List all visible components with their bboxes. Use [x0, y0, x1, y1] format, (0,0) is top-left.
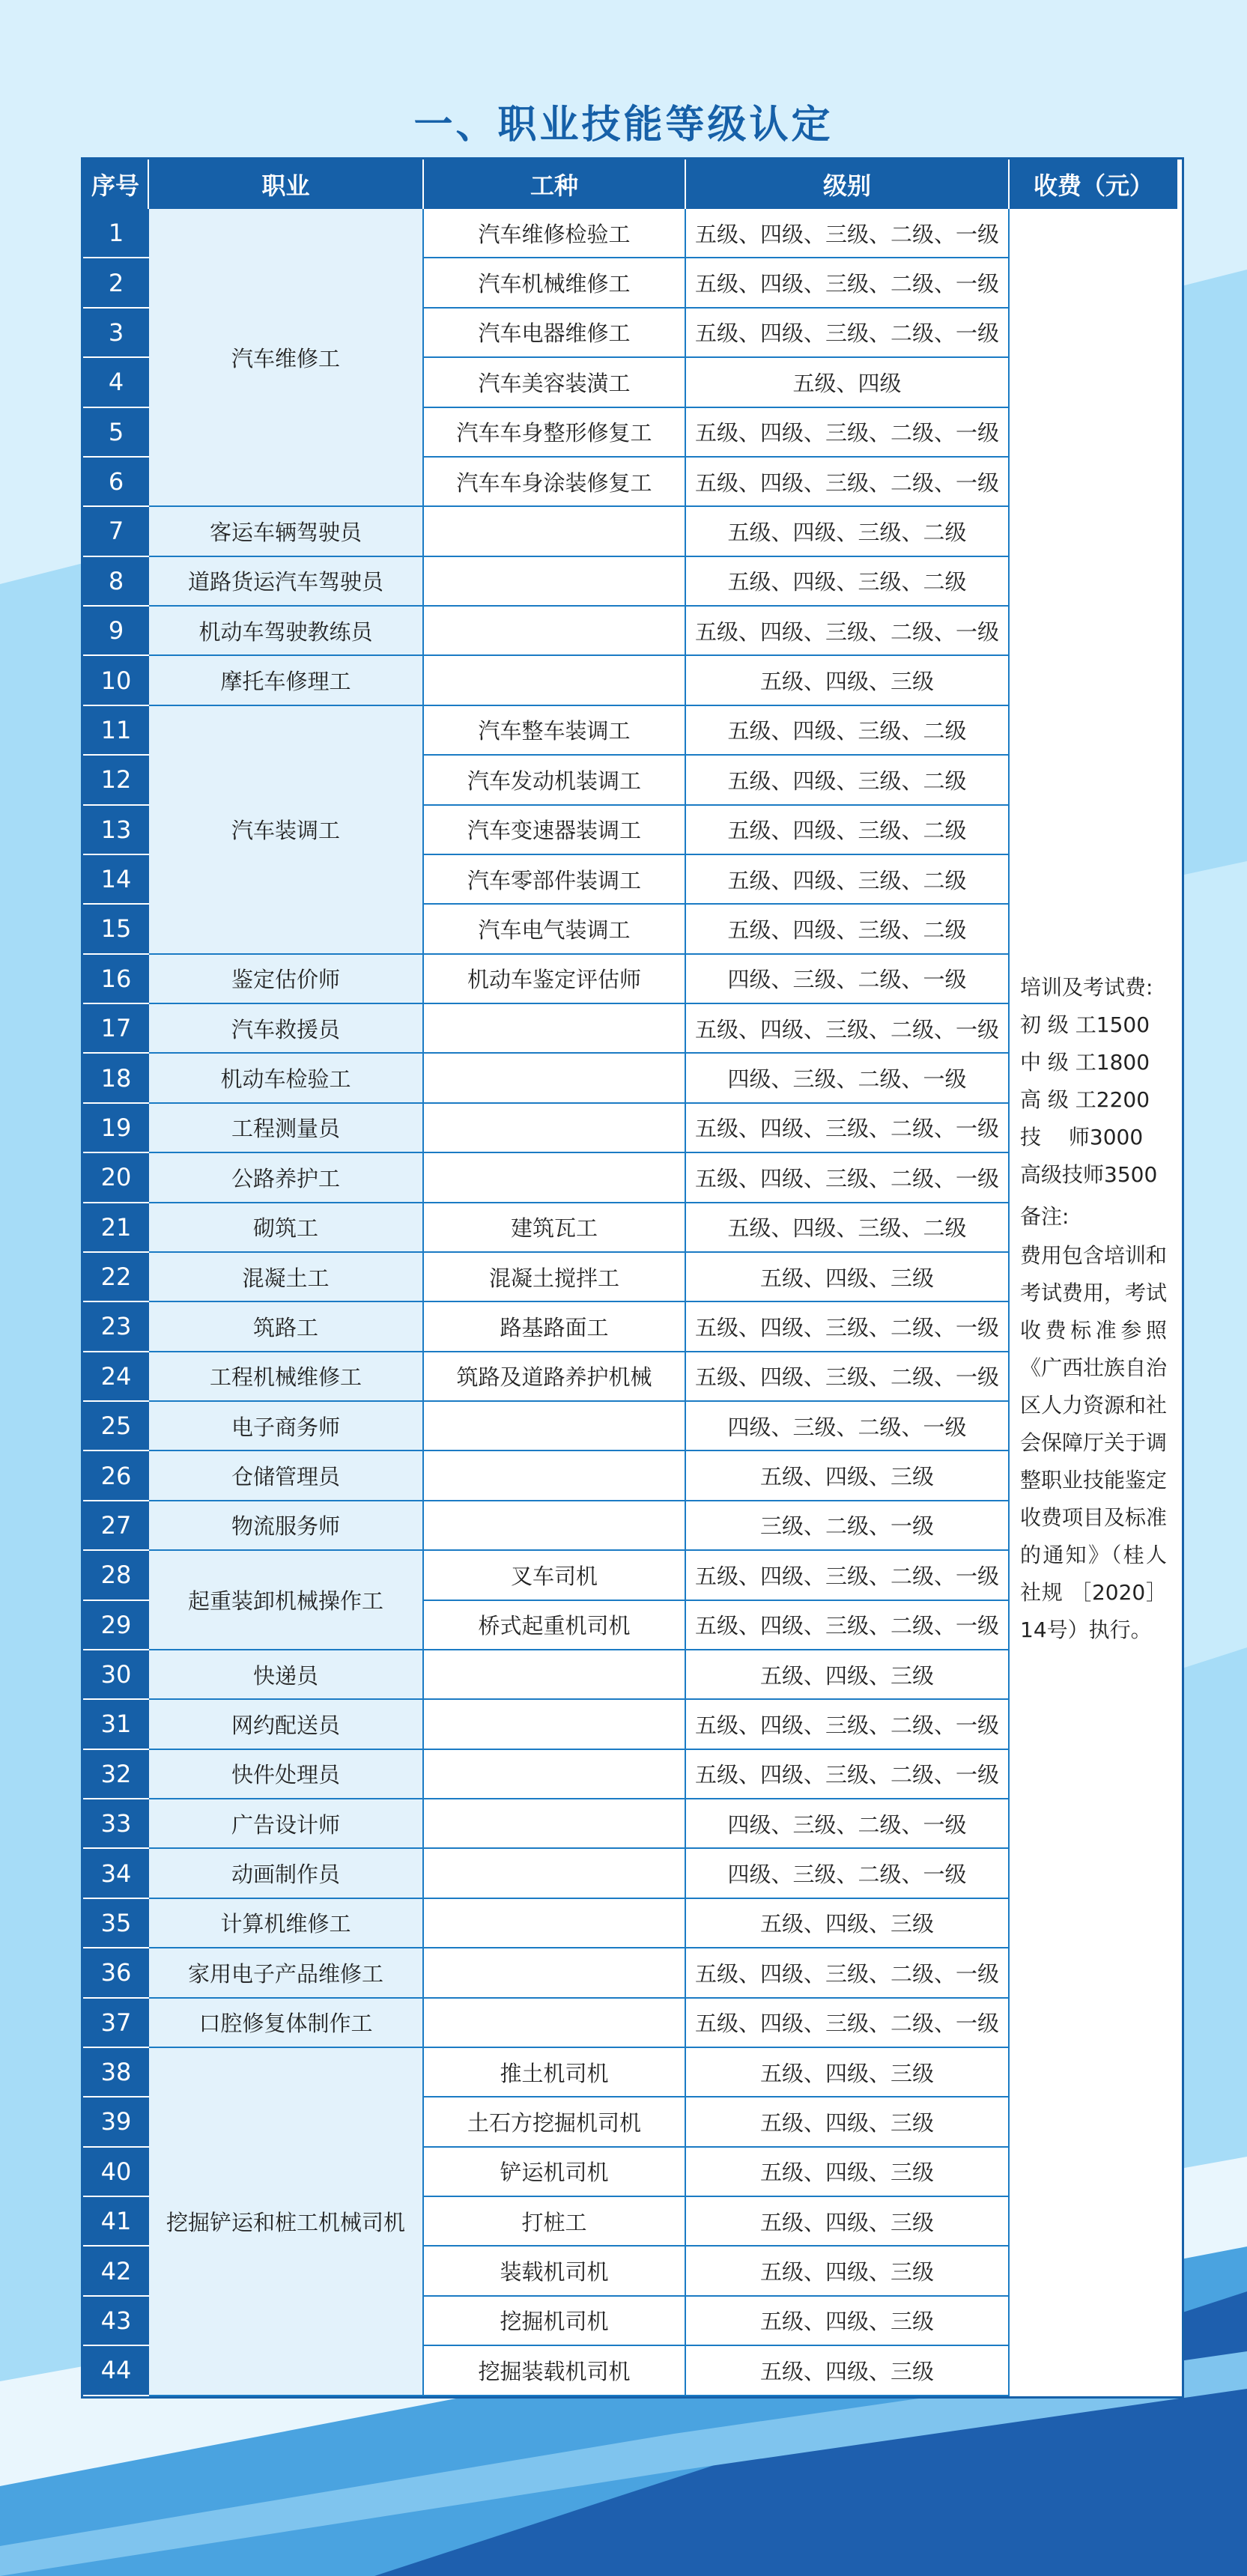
level-cell: 五级、四级、三级、二级、一级 [686, 1104, 1010, 1153]
work-type-cell: 铲运机司机 [424, 2148, 686, 2197]
occupation-cell: 摩托车修理工 [149, 656, 424, 705]
work-type-cell: 叉车司机 [424, 1551, 686, 1600]
work-type-cell: 打桩工 [424, 2197, 686, 2247]
row-index: 26 [83, 1451, 149, 1501]
level-cell: 五级、四级、三级、二级、一级 [686, 458, 1010, 507]
work-type-cell: 汽车车身整形修复工 [424, 408, 686, 458]
row-index: 17 [83, 1004, 149, 1054]
level-cell: 五级、四级、三级、二级、一级 [686, 1153, 1010, 1203]
level-cell: 五级、四级、三级 [686, 2048, 1010, 2097]
occupation-cell: 计算机维修工 [149, 1899, 424, 1948]
work-type-cell [424, 1650, 686, 1700]
row-index: 16 [83, 955, 149, 1004]
row-index: 34 [83, 1849, 149, 1898]
row-index: 32 [83, 1750, 149, 1799]
row-index: 28 [83, 1551, 149, 1600]
work-type-cell [424, 1948, 686, 1998]
header-work-type: 工种 [424, 160, 686, 209]
work-type-cell: 筑路及道路养护机械 [424, 1352, 686, 1402]
level-cell: 五级、四级、三级、二级 [686, 1203, 1010, 1253]
occupation-cell: 网约配送员 [149, 1700, 424, 1749]
row-index: 15 [83, 905, 149, 954]
level-cell: 五级、四级、三级 [686, 2197, 1010, 2247]
occupation-cell: 起重装卸机械操作工 [149, 1551, 424, 1650]
occupation-cell: 机动车检验工 [149, 1054, 424, 1103]
work-type-cell: 汽车发动机装调工 [424, 756, 686, 805]
work-type-cell: 汽车零部件装调工 [424, 855, 686, 905]
work-type-cell: 推土机司机 [424, 2048, 686, 2097]
row-index: 40 [83, 2148, 149, 2197]
row-index: 33 [83, 1799, 149, 1849]
level-cell: 五级、四级、三级、二级 [686, 855, 1010, 905]
row-index: 31 [83, 1700, 149, 1749]
row-index: 10 [83, 656, 149, 705]
level-cell: 五级、四级、三级、二级、一级 [686, 258, 1010, 308]
row-index: 7 [83, 507, 149, 556]
fee-note-label: 备注: [1020, 1204, 1069, 1229]
work-type-cell: 装载机司机 [424, 2247, 686, 2296]
work-type-cell: 路基路面工 [424, 1302, 686, 1352]
work-type-cell: 汽车电器维修工 [424, 309, 686, 358]
level-cell: 五级、四级、三级、二级、一级 [686, 309, 1010, 358]
level-cell: 五级、四级、三级、二级 [686, 557, 1010, 607]
work-type-cell [424, 1004, 686, 1054]
level-cell: 五级、四级、三级、二级 [686, 806, 1010, 855]
work-type-cell: 汽车变速器装调工 [424, 806, 686, 855]
work-type-cell [424, 1501, 686, 1551]
occupation-cell: 家用电子产品维修工 [149, 1948, 424, 1998]
work-type-cell [424, 1451, 686, 1501]
work-type-cell [424, 1849, 686, 1898]
row-index: 20 [83, 1153, 149, 1203]
level-cell: 五级、四级、三级 [686, 1650, 1010, 1700]
level-cell: 五级、四级、三级、二级、一级 [686, 209, 1010, 258]
occupation-cell: 汽车装调工 [149, 706, 424, 955]
level-cell: 五级、四级、三级 [686, 2247, 1010, 2296]
row-index: 3 [83, 309, 149, 358]
level-cell: 五级、四级、三级 [686, 2148, 1010, 2197]
occupation-cell: 仓储管理员 [149, 1451, 424, 1501]
level-cell: 五级、四级、三级、二级、一级 [686, 1948, 1010, 1998]
level-cell: 五级、四级、三级 [686, 2346, 1010, 2396]
level-cell: 五级、四级、三级、二级 [686, 905, 1010, 954]
level-cell: 五级、四级、三级、二级、一级 [686, 1004, 1010, 1054]
level-cell: 五级、四级、三级、二级、一级 [686, 1601, 1010, 1650]
row-index: 8 [83, 557, 149, 607]
level-cell: 五级、四级、三级 [686, 2297, 1010, 2346]
row-index: 23 [83, 1302, 149, 1352]
row-index: 22 [83, 1253, 149, 1302]
occupation-cell: 口腔修复体制作工 [149, 1999, 424, 2048]
row-index: 5 [83, 408, 149, 458]
row-index: 37 [83, 1999, 149, 2048]
occupation-cell: 砌筑工 [149, 1203, 424, 1253]
level-cell: 五级、四级 [686, 358, 1010, 407]
fee-item: 高 级 工2200 [1020, 1087, 1150, 1112]
level-cell: 五级、四级、三级、二级、一级 [686, 1750, 1010, 1799]
level-cell: 五级、四级、三级、二级 [686, 507, 1010, 556]
row-index: 13 [83, 806, 149, 855]
level-cell: 三级、二级、一级 [686, 1501, 1010, 1551]
occupation-cell: 机动车驾驶教练员 [149, 607, 424, 656]
certification-table [81, 157, 1184, 2399]
work-type-cell: 汽车电气装调工 [424, 905, 686, 954]
level-cell: 五级、四级、三级、二级 [686, 756, 1010, 805]
row-index: 14 [83, 855, 149, 905]
work-type-cell [424, 557, 686, 607]
occupation-cell: 快件处理员 [149, 1750, 424, 1799]
work-type-cell [424, 656, 686, 705]
row-index: 27 [83, 1501, 149, 1551]
fee-item: 高级技师3500 [1020, 1162, 1158, 1187]
row-index: 25 [83, 1402, 149, 1451]
work-type-cell: 汽车机械维修工 [424, 258, 686, 308]
work-type-cell [424, 1750, 686, 1799]
work-type-cell [424, 507, 686, 556]
level-cell: 五级、四级、三级、二级、一级 [686, 1302, 1010, 1352]
fee-item: 初 级 工1500 [1020, 1012, 1150, 1037]
level-cell: 五级、四级、三级、二级 [686, 706, 1010, 756]
row-index: 6 [83, 458, 149, 507]
row-index: 19 [83, 1104, 149, 1153]
row-index: 29 [83, 1601, 149, 1650]
work-type-cell: 汽车维修检验工 [424, 209, 686, 258]
work-type-cell [424, 1104, 686, 1153]
level-cell: 四级、三级、二级、一级 [686, 955, 1010, 1004]
work-type-cell [424, 1999, 686, 2048]
row-index: 11 [83, 706, 149, 756]
level-cell: 五级、四级、三级、二级、一级 [686, 1700, 1010, 1749]
fee-heading: 培训及考试费: [1020, 975, 1153, 1000]
row-index: 2 [83, 258, 149, 308]
row-index: 1 [83, 209, 149, 258]
row-index: 9 [83, 607, 149, 656]
work-type-cell [424, 607, 686, 656]
work-type-cell [424, 1899, 686, 1948]
occupation-cell: 汽车维修工 [149, 209, 424, 507]
level-cell: 五级、四级、三级、二级、一级 [686, 607, 1010, 656]
page-title: 一、职业技能等级认定 [413, 103, 834, 148]
work-type-cell [424, 1153, 686, 1203]
occupation-cell: 公路养护工 [149, 1153, 424, 1203]
header-fee: 收费（元） [1010, 160, 1177, 209]
row-index: 39 [83, 2097, 149, 2147]
fee-item: 中 级 工1800 [1020, 1050, 1150, 1075]
row-index: 35 [83, 1899, 149, 1948]
work-type-cell: 桥式起重机司机 [424, 1601, 686, 1650]
row-index: 24 [83, 1352, 149, 1402]
row-index: 43 [83, 2297, 149, 2346]
level-cell: 五级、四级、三级、二级、一级 [686, 1352, 1010, 1402]
work-type-cell: 汽车车身涂装修复工 [424, 458, 686, 507]
level-cell: 五级、四级、三级 [686, 1899, 1010, 1948]
level-cell: 四级、三级、二级、一级 [686, 1402, 1010, 1451]
fee-column [1010, 209, 1177, 2396]
occupation-cell: 汽车救援员 [149, 1004, 424, 1054]
row-index: 21 [83, 1203, 149, 1253]
work-type-cell: 混凝土搅拌工 [424, 1253, 686, 1302]
occupation-cell: 工程测量员 [149, 1104, 424, 1153]
work-type-cell: 挖掘机司机 [424, 2297, 686, 2346]
occupation-cell: 电子商务师 [149, 1402, 424, 1451]
row-index: 4 [83, 358, 149, 407]
row-index: 38 [83, 2048, 149, 2097]
work-type-cell: 汽车整车装调工 [424, 706, 686, 756]
row-index: 41 [83, 2197, 149, 2247]
occupation-cell: 筑路工 [149, 1302, 424, 1352]
level-cell: 五级、四级、三级、二级、一级 [686, 1551, 1010, 1600]
row-index: 44 [83, 2346, 149, 2396]
row-index: 18 [83, 1054, 149, 1103]
level-cell: 四级、三级、二级、一级 [686, 1799, 1010, 1849]
level-cell: 五级、四级、三级 [686, 1451, 1010, 1501]
level-cell: 五级、四级、三级、二级、一级 [686, 408, 1010, 458]
header-level: 级别 [686, 160, 1010, 209]
level-cell: 五级、四级、三级 [686, 1253, 1010, 1302]
work-type-cell [424, 1054, 686, 1103]
level-cell: 五级、四级、三级 [686, 2097, 1010, 2147]
header-index: 序号 [83, 160, 149, 209]
fee-item: 技 师3000 [1020, 1125, 1144, 1149]
level-cell: 五级、四级、三级、二级、一级 [686, 1999, 1010, 2048]
occupation-cell: 客运车辆驾驶员 [149, 507, 424, 556]
row-index: 42 [83, 2247, 149, 2296]
work-type-cell: 建筑瓦工 [424, 1203, 686, 1253]
row-index: 12 [83, 756, 149, 805]
occupation-cell: 挖掘铲运和桩工机械司机 [149, 2048, 424, 2396]
level-cell: 四级、三级、二级、一级 [686, 1054, 1010, 1103]
work-type-cell [424, 1799, 686, 1849]
work-type-cell: 汽车美容装潢工 [424, 358, 686, 407]
occupation-cell: 工程机械维修工 [149, 1352, 424, 1402]
occupation-cell: 物流服务师 [149, 1501, 424, 1551]
occupation-cell: 道路货运汽车驾驶员 [149, 557, 424, 607]
level-cell: 四级、三级、二级、一级 [686, 1849, 1010, 1898]
occupation-cell: 广告设计师 [149, 1799, 424, 1849]
row-index: 30 [83, 1650, 149, 1700]
work-type-cell [424, 1700, 686, 1749]
header-occupation: 职业 [149, 160, 424, 209]
work-type-cell: 挖掘装载机司机 [424, 2346, 686, 2396]
occupation-cell: 快递员 [149, 1650, 424, 1700]
level-cell: 五级、四级、三级 [686, 656, 1010, 705]
occupation-cell: 混凝土工 [149, 1253, 424, 1302]
work-type-cell [424, 1402, 686, 1451]
work-type-cell: 土石方挖掘机司机 [424, 2097, 686, 2147]
fee-note-text: 费用包含培训和考试费用，考试收费标准参照《广西壮族自治区人力资源和社会保障厅关于调整职业技能鉴定收费项目及标准的通知》（桂人社规 ［2020］14号）执行。 [1020, 1243, 1168, 1642]
occupation-cell: 动画制作员 [149, 1849, 424, 1898]
occupation-cell: 鉴定估价师 [149, 955, 424, 1004]
work-type-cell: 机动车鉴定评估师 [424, 955, 686, 1004]
row-index: 36 [83, 1948, 149, 1998]
